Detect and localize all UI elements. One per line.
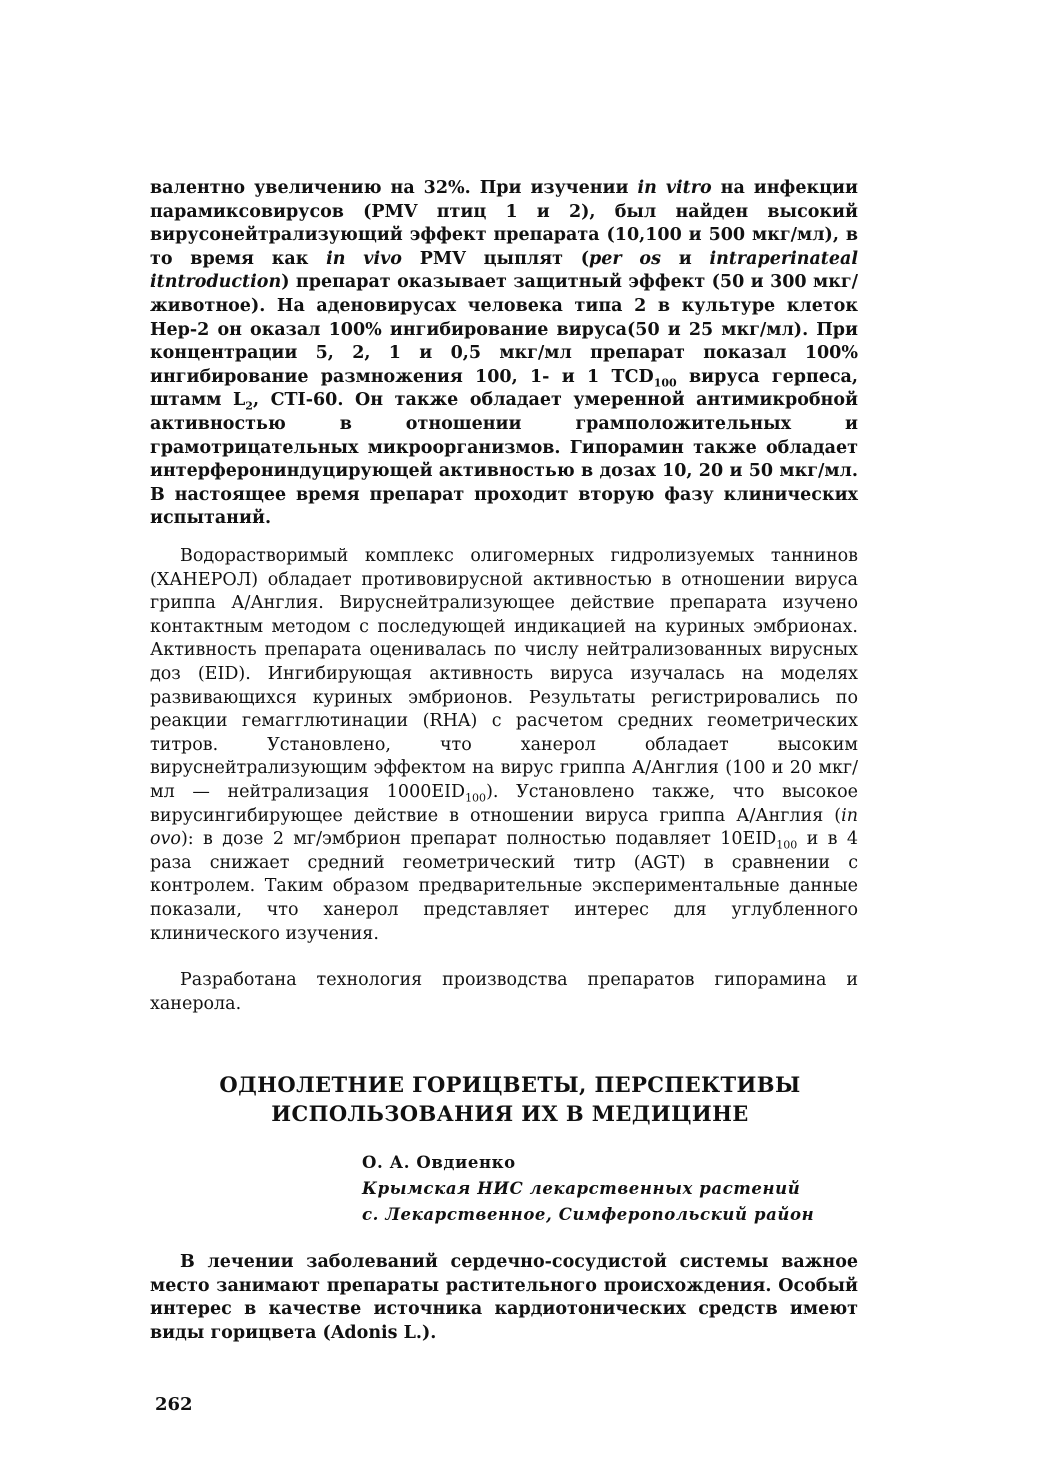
text-run: ) препарат оказывает защитный эффект (50 и 300 мкг/животное). На аденовирусах человека типа 2 в культуре клеток Нер-2 он оказал 100% ингибирование вируса(50 и 25 мкг/мл). При концентрации 5, 2, 1 и 0,5 мкг/мл препарат показал 100% ингибирование размножения 100, 1- и 1 TCD (150, 272, 858, 387)
italic-term: in vivo (326, 248, 402, 269)
italic-term: in vitro (637, 178, 712, 198)
text-run: вируса герпеса, штамм L (150, 366, 858, 411)
affiliation-institution: Крымская НИС лекарственных растений (362, 1179, 801, 1198)
paragraph-adonis-intro: В лечении заболеваний сердечно-сосудистой системы важное место занимают препараты растительного происхождения. Особый интерес в качестве источника кардиотонических средств имеют виды горицвета (Adonis L.). (150, 1252, 858, 1343)
italic-term: intraperinateal itntroduction (150, 248, 858, 293)
subscript: 100 (776, 838, 798, 852)
text-run: ): в дозе 2 мг/эмбрион препарат полностью подавляет 10EID (180, 829, 777, 850)
article-title-line-2: ИСПОЛЬЗОВАНИЯ ИХ В МЕДИЦИНЕ (271, 1101, 749, 1126)
subscript: 2 (245, 399, 253, 413)
affiliation-location: с. Лекарственное, Симферопольский район (362, 1205, 815, 1224)
italic-term: per os (589, 248, 661, 269)
text-run: PMV цыплят ( (401, 248, 590, 269)
subscript: 100 (465, 791, 487, 805)
page-number: 262 (155, 1394, 193, 1415)
paragraph-haneral (150, 545, 858, 946)
text-run: и (660, 248, 710, 269)
italic-term: in ovo (150, 805, 858, 850)
author-name: О. А. Овдиенко (362, 1153, 516, 1172)
text-run: на инфекции парамиксовирусов (PMV птиц 1 и 2), был найден высокий вирусонейтрализующий эффект препарата (10,100 и 500 мкг/мл), в то время как (150, 178, 858, 269)
text-run: ). Установлено также, что высокое вирусингибирующее действие в отношении вируса гриппа А/Англия ( (150, 781, 859, 826)
text-run: , CTI-60. Он также обладает умеренной антимикробной активностью в отношении грамположительных и грамотрицательных микроорганизмов. Гипорамин также обладает интерферониндуцирующей активностью в дозах 10, 20 и 50 мкг/мл. В настоящее время препарат проходит вторую фазу клинических испытаний. (150, 390, 859, 529)
paragraph-technology: Разработана технология производства препаратов гипорамина и ханерола. (150, 970, 858, 1014)
article-title-line-1: ОДНОЛЕТНИЕ ГОРИЦВЕТЫ, ПЕРСПЕКТИВЫ (219, 1072, 801, 1097)
paragraph-hyporamin-results (150, 177, 858, 531)
text-run: валентно увеличению на 32%. При изучении (150, 178, 638, 198)
subscript: 100 (653, 376, 677, 390)
author-block (362, 1150, 882, 1228)
article-title (150, 1070, 870, 1128)
text-run: Водорастворимый комплекс олигомерных гидролизуемых таннинов (ХАНЕРОЛ) обладает противовирусной активностью в отношении вируса гриппа А/Англия. Вируснейтрализующее действие препарата изучено контактным методом с последующей индикацией на куриных эмбрионах. Активность препарата оценивалась по числу нейтрализованных вирусных доз (EID). Ингибирующая активность вируса изучалась на моделях развивающихся куриных эмбрионов. Результаты регистрировались по реакции гемагглютинации (RHA) с расчетом средних геометрических титров. Установлено, что ханерол обладает высоким вируснейтрализующим эффектом на вирус гриппа А/Англия (100 и 20 мкг/мл — нейтрализация 1000EID (150, 546, 858, 802)
text-run: и в 4 раза снижает средний геометрический титр (AGT) в сравнении с контролем. Таким образом предварительные экспериментальные данные показали, что ханерол представляет интерес для углубленного клинического изучения. (150, 829, 858, 944)
